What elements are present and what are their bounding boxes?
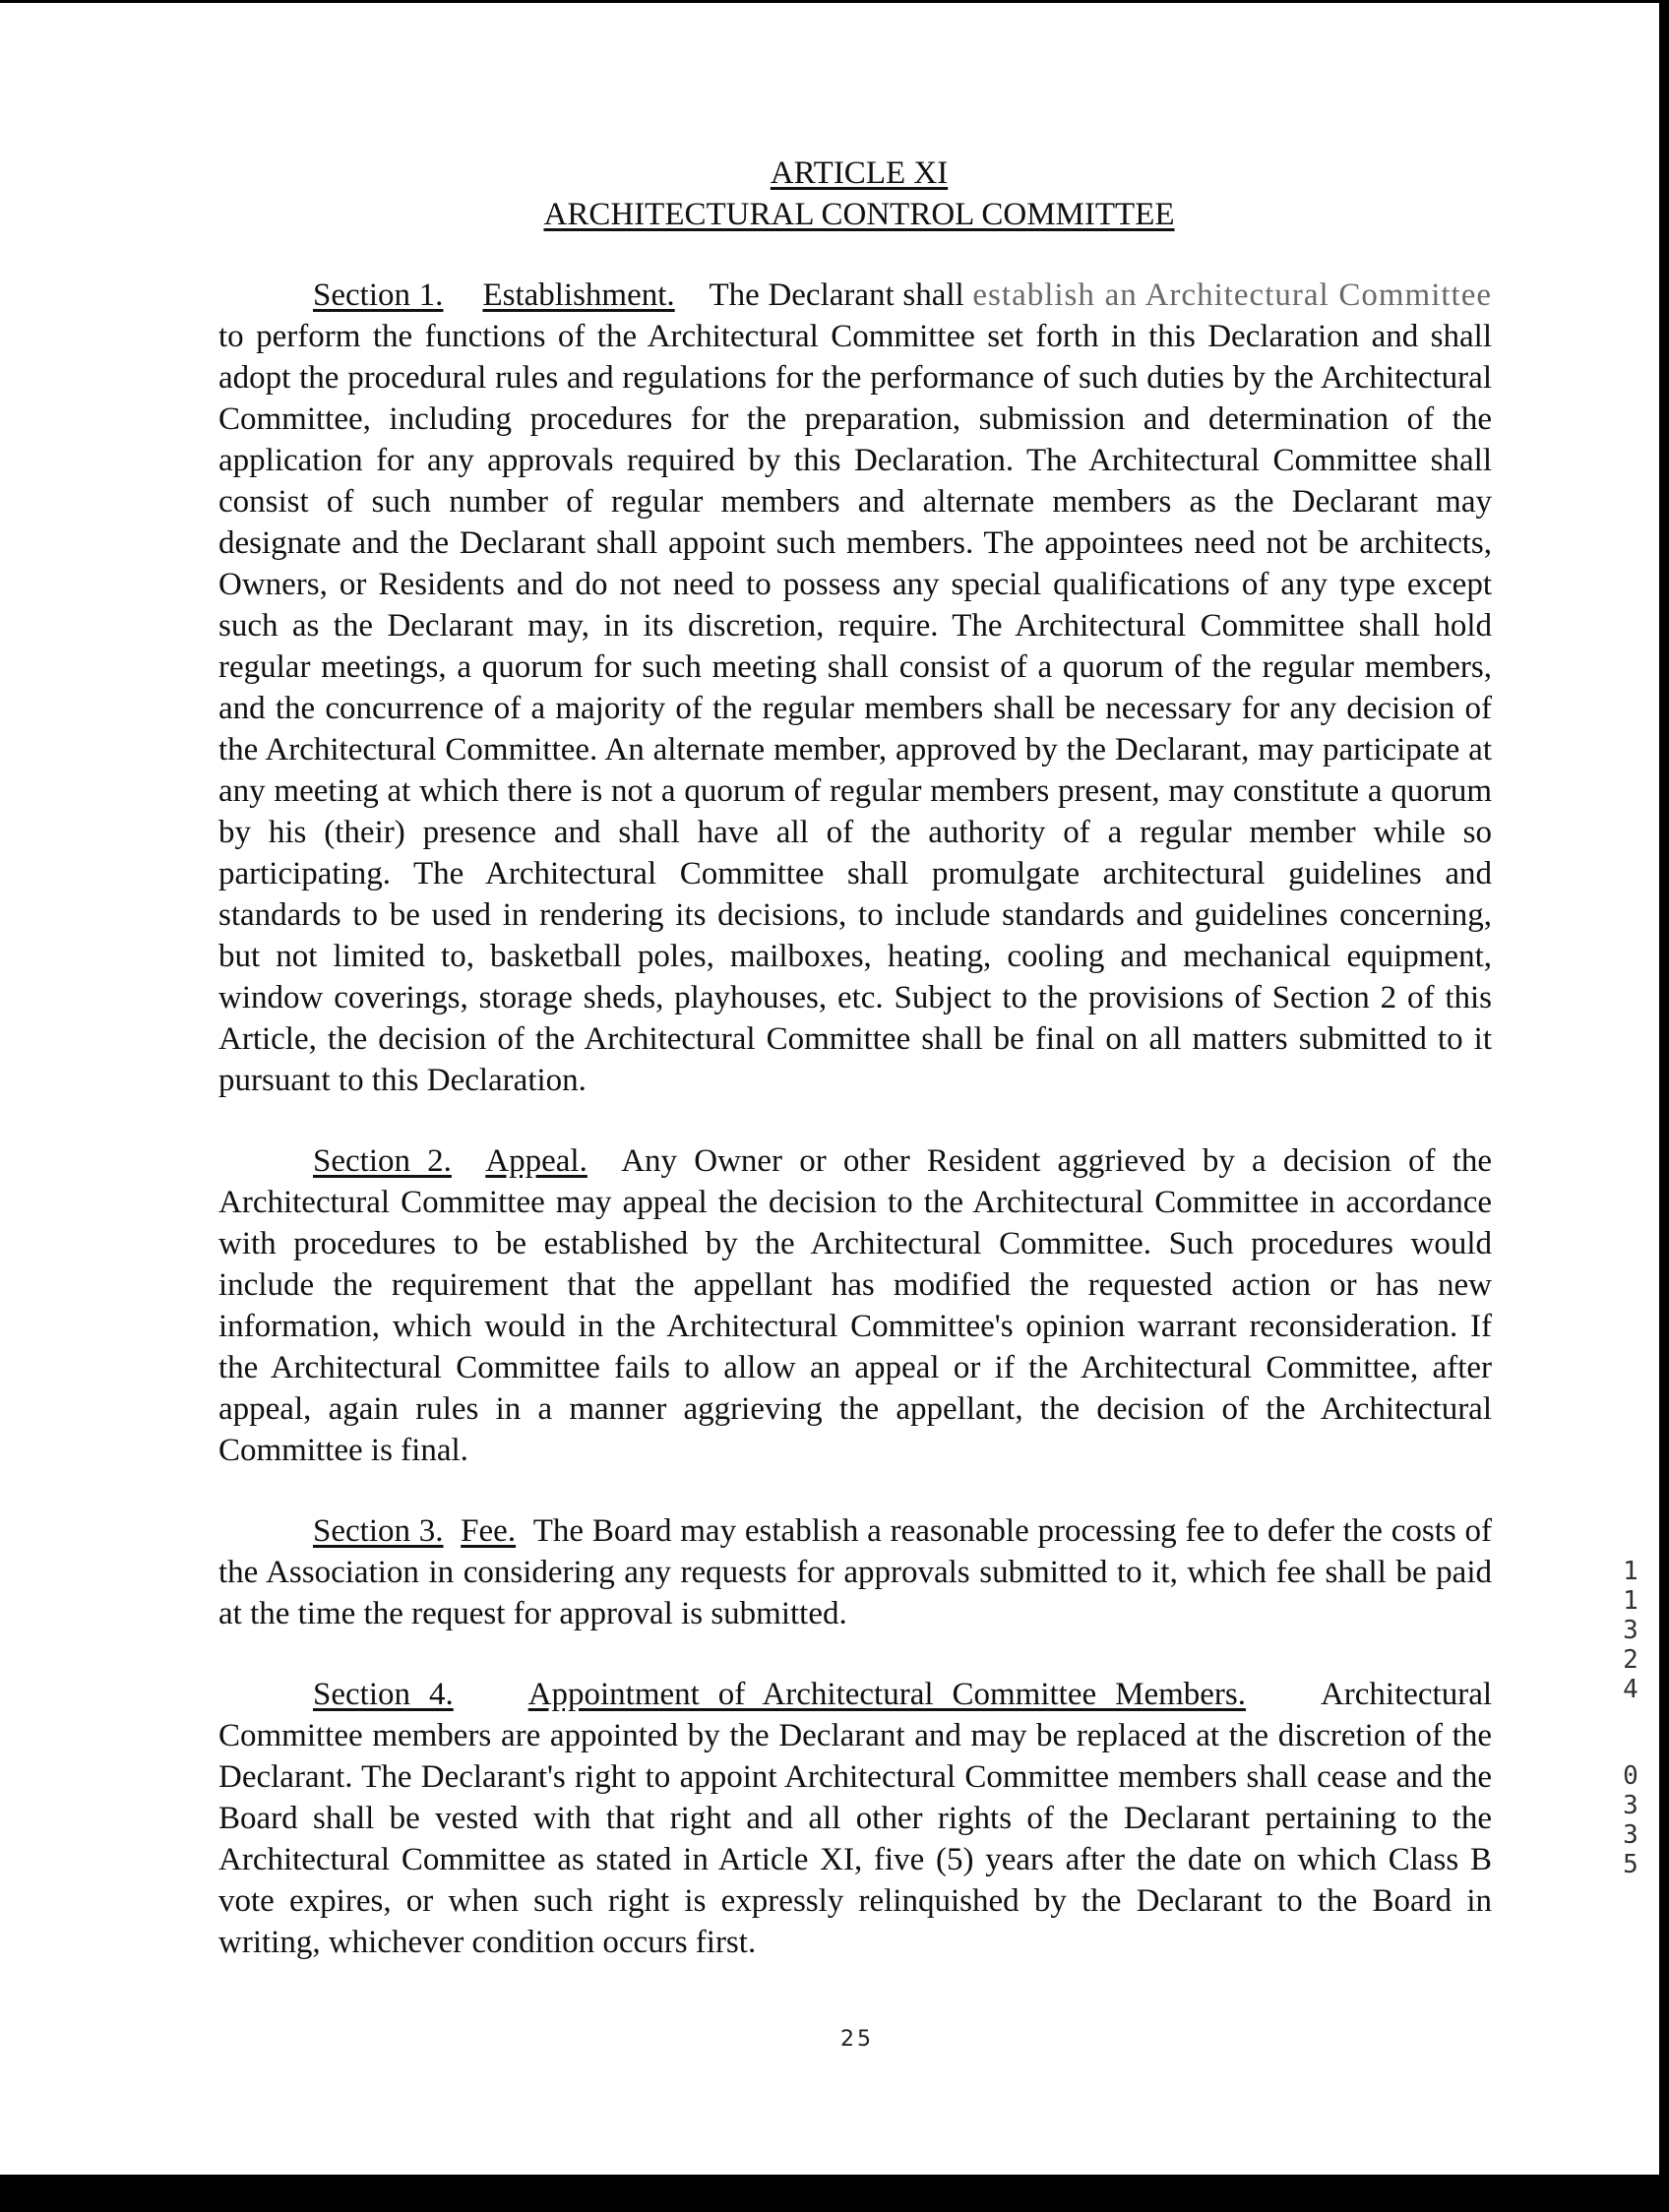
scan-frame-right (1659, 0, 1669, 2212)
scan-frame-bottom (0, 2175, 1669, 2212)
section-2-body: Any Owner or other Resident aggrieved by a decision of the Architectural Committee may appeal the decision to the Architectural Committee in accordance with procedures to be established by the Architectural Committee. Such procedures would include the requirement that the appellant has modified the requested action or has new information, which would in the Architectural Committee's opinion warrant reconsideration. If the Architectural Committee fails to allow an appeal or if the Architectural Committee, after appeal, again rules in a manner aggrieving the appellant, the decision of the Architectural Committee is final. (218, 1143, 1493, 1468)
section-1-heading: Establishment. (482, 277, 675, 313)
section-2-heading: Appeal. (485, 1143, 587, 1179)
article-title: ARTICLE XI (770, 155, 949, 191)
section-4-heading: Appointment of Architectural Committee Members. (527, 1677, 1247, 1712)
section-1-faded-text: establish an Architectural Committee (972, 277, 1493, 313)
section-1-paragraph (218, 275, 1492, 1101)
section-1-lead: The Declarant shall (709, 277, 973, 313)
margin-stamp-top: 1 1 3 2 4 (1623, 1557, 1638, 1704)
document-page (218, 153, 1492, 1963)
section-2-paragraph (218, 1140, 1492, 1471)
article-heading (226, 153, 1492, 235)
margin-stamp-bottom: 0 3 3 5 (1623, 1761, 1638, 1879)
section-4-label: Section 4. (313, 1677, 454, 1712)
section-3-heading: Fee. (461, 1513, 517, 1549)
section-1-body: to perform the functions of the Architectural Committee set forth in this Declaration and shall adopt the procedural rules and regulations for the performance of such duties by the Architectural Committee, including procedures for the preparation, submission and determination of the application for any approvals required by this Declaration. The Architectural Committee shall consist of such number of regular members and alternate members as the Declarant may designate and the Declarant shall appoint such members. The appointees need not be architects, Owners, or Residents and do not need to possess any special qualifications of any type except such as the Declarant may, in its discretion, require. The Architectural Committee shall hold regular meetings, a quorum for such meeting shall consist of a quorum of the regular members, and the concurrence of a majority of the regular members shall be necessary for any decision of the Architectural Committee. An alternate member, approved by the Declarant, may participate at any meeting at which there is not a quorum of regular members present, may constitute a quorum by his (their) presence and shall have all of the authority of a regular member while so participating. The Architectural Committee shall promulgate architectural guidelines and standards to be used in rendering its decisions, to include standards and guidelines concerning, but not limited to, basketball poles, mailboxes, heating, cooling and mechanical equipment, window coverings, storage sheds, playhouses, etc. Subject to the provisions of Section 2 of this Article, the decision of the Architectural Committee shall be final on all matters submitted to it pursuant to this Declaration. (218, 319, 1492, 1098)
section-1-label: Section 1. (313, 277, 444, 313)
scan-frame-top (0, 0, 1669, 3)
section-3-label: Section 3. (313, 1513, 444, 1549)
page-number: 25 (840, 2027, 874, 2052)
section-3-paragraph (218, 1510, 1492, 1634)
section-3-body: The Board may establish a reasonable processing fee to defer the costs of the Association in considering any requests for approvals submitted to it, which fee shall be paid at the time the request for approval is submitted. (218, 1513, 1493, 1631)
section-4-body: Architectural Committee members are appointed by the Declarant and may be replaced at the discretion of the Declarant. The Declarant's right to appoint Architectural Committee members shall cease and the Board shall be vested with that right and all other rights of the Declarant pertaining to the Architectural Committee as stated in Article XI, five (5) years after the date on which Class B vote expires, or when such right is expressly relinquished by the Declarant to the Board in writing, whichever condition occurs first. (218, 1677, 1493, 1960)
section-2-label: Section 2. (313, 1143, 452, 1179)
article-subtitle: ARCHITECTURAL CONTROL COMMITTEE (543, 197, 1175, 232)
section-4-paragraph (218, 1674, 1492, 1963)
